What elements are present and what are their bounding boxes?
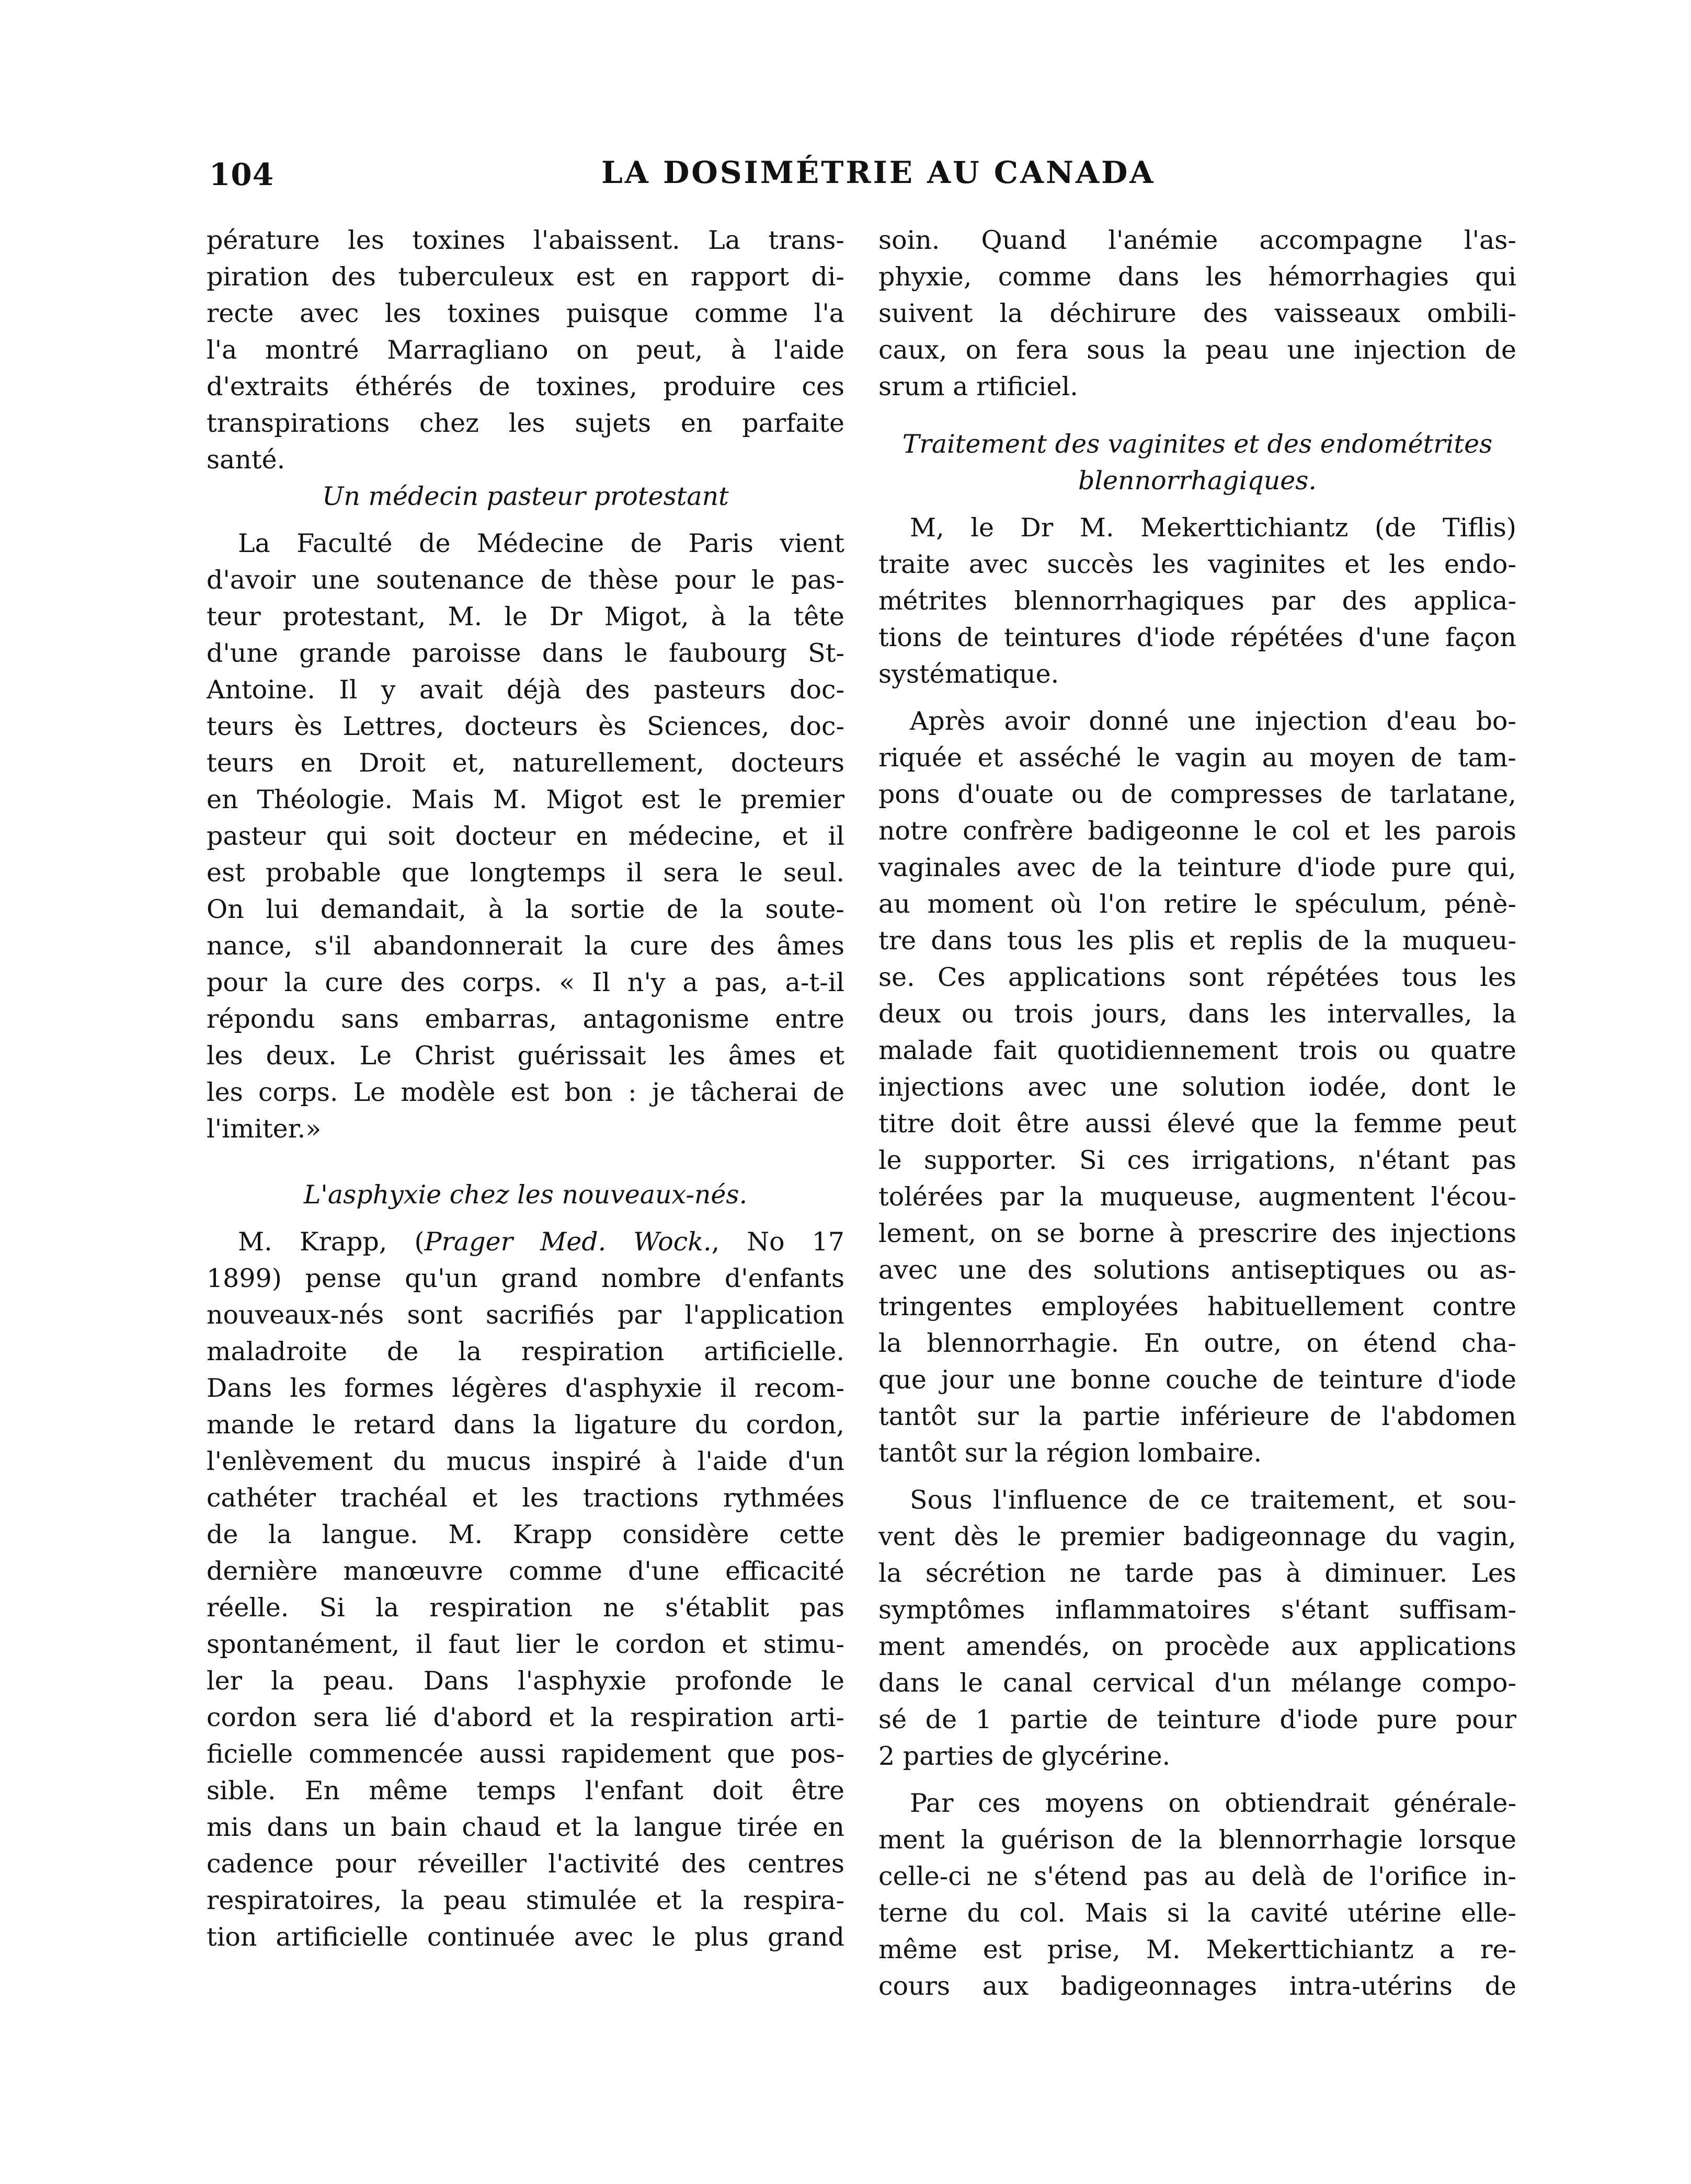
text-line: pasteur qui soit docteur en médecine, et il xyxy=(207,821,844,851)
text-line: l'imiter.» xyxy=(207,1114,322,1144)
text-line: Dans les formes légères d'asphyxie il recom- xyxy=(207,1373,844,1403)
text-line: respiratoires, la peau stimulée et la respira- xyxy=(207,1886,844,1915)
text-line: nance, s'il abandonnerait la cure des âmes xyxy=(207,931,844,961)
text-line: teurs en Droit et, naturellement, docteurs xyxy=(207,748,844,778)
text-line: phyxie, comme dans les hémorrhagies qui xyxy=(878,262,1516,292)
text-line: dernière manœuvre comme d'une efficacité xyxy=(207,1556,844,1586)
text-line: Sous l'influence de ce traitement, et sou- xyxy=(910,1485,1516,1515)
text-line: mande le retard dans la ligature du cordon, xyxy=(207,1410,844,1440)
text-line: deux ou trois jours, dans les intervalles, la xyxy=(878,999,1516,1029)
text-line: sible. En même temps l'enfant doit être xyxy=(207,1776,844,1806)
paragraph-moyens xyxy=(878,1785,1516,2005)
paragraph-soin xyxy=(878,222,1516,405)
paragraph-apres xyxy=(878,703,1516,1472)
text-line: tre dans tous les plis et replis de la muqueu- xyxy=(878,926,1516,956)
text-line: La Faculté de Médecine de Paris vient xyxy=(238,528,844,558)
text-line: l'enlèvement du mucus inspiré à l'aide d'un xyxy=(207,1446,844,1476)
text-line: pons d'ouate ou de compresses de tarlatane, xyxy=(878,779,1516,809)
text-line: soin. Quand l'anémie accompagne l'as- xyxy=(878,225,1516,255)
text-line: M, le Dr M. Mekerttichiantz (de Tiflis) xyxy=(910,513,1516,543)
text-line: même est prise, M. Mekerttichiantz a re- xyxy=(878,1935,1516,1964)
text-line: dans le canal cervical d'un mélange compo- xyxy=(878,1668,1516,1698)
running-title: LA DOSIMÉTRIE AU CANADA xyxy=(601,155,1156,190)
text-line: caux, on fera sous la peau une injection de xyxy=(878,335,1516,365)
paragraph-influence xyxy=(878,1482,1516,1775)
text-line: ler la peau. Dans l'asphyxie profonde le xyxy=(207,1666,844,1696)
text-line: tantôt sur la partie inférieure de l'abdomen xyxy=(878,1401,1516,1431)
section-heading: L'asphyxie chez les nouveaux-nés. xyxy=(303,1180,748,1210)
text-line: avec une des solutions antiseptiques ou as- xyxy=(878,1255,1516,1285)
text-line: pour la cure des corps. « Il n'y a pas, a-t-il xyxy=(207,968,844,997)
text-line: en Théologie. Mais M. Migot est le premier xyxy=(207,785,844,814)
paragraph-toxines xyxy=(207,222,844,478)
paragraph-traitement xyxy=(878,510,1516,693)
text-line: vent dès le premier badigeonnage du vagin, xyxy=(878,1522,1516,1551)
text-line: de la langue. M. Krapp considère cette xyxy=(207,1520,844,1549)
text-line: symptômes inflammatoires s'étant suffisam- xyxy=(878,1595,1516,1625)
left-column xyxy=(207,222,844,1956)
section-heading: Traitement des vaginites et des endométrites xyxy=(902,429,1493,459)
section-heading: blennorrhagiques. xyxy=(1078,466,1317,496)
text-line: sé de 1 partie de teinture d'iode pure pour xyxy=(878,1705,1516,1734)
text-line: tringentes employées habituellement contre xyxy=(878,1292,1516,1321)
text-line: cadence pour réveiller l'activité des centres xyxy=(207,1849,844,1879)
text-line: teurs ès Lettres, docteurs ès Sciences, doc- xyxy=(207,711,844,741)
text-line: au moment où l'on retire le spéculum, pénè- xyxy=(878,889,1516,919)
text-line: nouveaux-nés sont sacrifiés par l'application xyxy=(207,1300,844,1330)
text-line: Antoine. Il y avait déjà des pasteurs doc- xyxy=(207,675,844,705)
text-line: est probable que longtemps il sera le seul. xyxy=(207,858,844,888)
text-line: les deux. Le Christ guérissait les âmes et xyxy=(207,1041,844,1071)
section-heading: Un médecin pasteur protestant xyxy=(322,481,729,511)
paragraph-pasteur xyxy=(207,525,844,1147)
text-line: tantôt sur la région lombaire. xyxy=(878,1438,1262,1468)
text-line: santé. xyxy=(207,445,285,475)
text-line: les corps. Le modèle est bon : je tâcherai de xyxy=(207,1077,844,1107)
text-line: titre doit être aussi élevé que la femme peut xyxy=(878,1109,1516,1139)
text-line: systématique. xyxy=(878,659,1059,689)
text-line: maladroite de la respiration artificielle. xyxy=(207,1337,844,1366)
text-line: pérature les toxines l'abaissent. La trans- xyxy=(207,225,844,255)
page-number: 104 xyxy=(209,157,275,192)
text-line: lement, on se borne à prescrire des injections xyxy=(878,1219,1516,1248)
text-line: suivent la déchirure des vaisseaux ombili- xyxy=(878,298,1516,328)
text-line: le supporter. Si ces irrigations, n'étant pas xyxy=(878,1145,1516,1175)
text-line: riquée et asséché le vagin au moyen de tam- xyxy=(878,743,1516,773)
right-column xyxy=(878,222,1516,2005)
text-line: ment amendés, on procède aux applications xyxy=(878,1631,1516,1661)
text-line: celle-ci ne s'étend pas au delà de l'orifice in- xyxy=(878,1861,1516,1891)
text-line: 1899) pense qu'un grand nombre d'enfants xyxy=(207,1263,844,1293)
text-line: vaginales avec de la teinture d'iode pure qui, xyxy=(878,853,1516,882)
text-line: 2 parties de glycérine. xyxy=(878,1741,1171,1771)
text-line: réelle. Si la respiration ne s'établit pas xyxy=(207,1593,844,1623)
text-line: cordon sera lié d'abord et la respiration arti- xyxy=(207,1703,844,1732)
text-line: cathéter trachéal et les tractions rythmées xyxy=(207,1483,844,1513)
text-line: la sécrétion ne tarde pas à diminuer. Les xyxy=(878,1558,1516,1588)
text-line: piration des tuberculeux est en rapport di- xyxy=(207,262,844,292)
text-line: transpirations chez les sujets en parfaite xyxy=(207,408,844,438)
text-line: traite avec succès les vaginites et les endo- xyxy=(878,549,1516,579)
paragraph-asphyxie xyxy=(207,1224,844,1956)
text-line: Par ces moyens on obtiendrait générale- xyxy=(910,1788,1516,1818)
text-line: Après avoir donné une injection d'eau bo- xyxy=(910,706,1516,736)
text-line: tions de teintures d'iode répétées d'une façon xyxy=(878,623,1516,652)
citation-journal: Prager Med. Wock. xyxy=(424,1227,712,1257)
text-line: On lui demandait, à la sortie de la soute- xyxy=(207,894,844,924)
text-line: l'a montré Marragliano on peut, à l'aide xyxy=(207,335,844,365)
text-line: mis dans un bain chaud et la langue tirée en xyxy=(207,1812,844,1842)
text-line: ment la guérison de la blennorrhagie lorsque xyxy=(878,1825,1516,1855)
text-line: tion artificielle continuée avec le plus grand xyxy=(207,1922,844,1952)
text-line: terne du col. Mais si la cavité utérine elle- xyxy=(878,1898,1516,1928)
text-line: répondu sans embarras, antagonisme entre xyxy=(207,1004,844,1034)
text-line: malade fait quotidiennement trois ou quatre xyxy=(878,1036,1516,1065)
text-line: ficielle commencée aussi rapidement que pos- xyxy=(207,1739,844,1769)
text-line: srum a rtificiel. xyxy=(878,372,1078,401)
text-line: notre confrère badigeonne le col et les parois xyxy=(878,816,1516,846)
text-line: la blennorrhagie. En outre, on étend cha- xyxy=(878,1328,1516,1358)
text-line: d'avoir une soutenance de thèse pour le pas- xyxy=(207,565,844,595)
text-line: M. Krapp, (Prager Med. Wock., No 17 xyxy=(238,1227,844,1257)
text-line: tolérées par la muqueuse, augmentent l'écou- xyxy=(878,1182,1516,1212)
text-line: recte avec les toxines puisque comme l'a xyxy=(207,298,844,328)
text-line: teur protestant, M. le Dr Migot, à la tête xyxy=(207,602,844,631)
text-line: se. Ces applications sont répétées tous les xyxy=(878,962,1516,992)
text-line: métrites blennorrhagiques par des applica- xyxy=(878,586,1516,616)
text-line: injections avec une solution iodée, dont le xyxy=(878,1072,1516,1102)
text-line: cours aux badigeonnages intra-utérins de xyxy=(878,1971,1516,2001)
text-line: d'extraits éthérés de toxines, produire ces xyxy=(207,372,844,401)
text-line: d'une grande paroisse dans le faubourg St- xyxy=(207,638,844,668)
text-line: spontanément, il faut lier le cordon et stimu- xyxy=(207,1629,844,1659)
text-line: que jour une bonne couche de teinture d'iode xyxy=(878,1365,1516,1395)
